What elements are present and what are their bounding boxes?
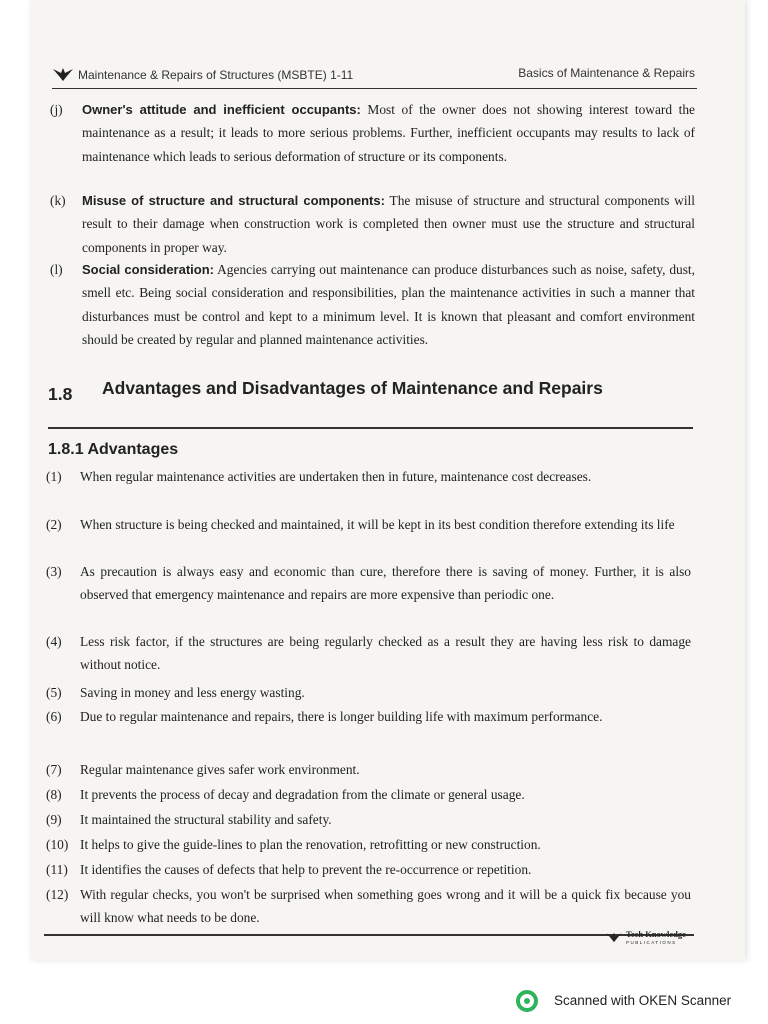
bird-logo-icon: [606, 930, 622, 944]
advantage-item: [46, 681, 691, 704]
item-number: (4): [46, 634, 62, 649]
running-header: [52, 60, 697, 89]
item-number: (7): [46, 762, 62, 777]
item-number: (6): [46, 709, 62, 724]
section-title: Advantages and Disadvantages of Maintenance and Repairs: [102, 378, 603, 398]
list-item-k: [50, 189, 695, 259]
item-text: As precaution is always easy and economic than cure, therefore there is saving of money. Further, it is also observed that emergency maintenance and repairs are more expensive than periodic one.: [80, 564, 691, 602]
bird-logo-icon: [52, 66, 74, 82]
item-number: (12): [46, 887, 69, 902]
item-number: (2): [46, 517, 62, 532]
item-text: It identifies the causes of defects that help to prevent the re-occurrence or repetition.: [80, 862, 532, 877]
item-text: When regular maintenance activities are undertaken then in future, maintenance cost decreases.: [80, 469, 592, 484]
item-heading: Misuse of structure and structural components:: [82, 193, 385, 208]
advantage-item: [46, 513, 691, 536]
advantage-item: [46, 808, 691, 831]
item-number: (k): [50, 193, 66, 208]
list-item-l: [50, 258, 695, 351]
item-text: It helps to give the guide-lines to plan the renovation, retrofitting or new construction.: [80, 837, 541, 852]
item-number: (l): [50, 262, 63, 277]
footer-divider: [44, 934, 694, 936]
advantage-item: [46, 783, 691, 806]
publisher-name: Tech Knowledge: [626, 929, 686, 939]
item-text: Regular maintenance gives safer work environment.: [80, 762, 360, 777]
item-number: (8): [46, 787, 62, 802]
advantage-item: [46, 858, 691, 881]
item-number: (3): [46, 564, 62, 579]
section-number: 1.8: [48, 384, 73, 404]
item-text: When structure is being checked and maintained, it will be kept in its best condition therefore extending its life: [80, 517, 675, 532]
item-number: (10): [46, 837, 69, 852]
item-text: Most of the owner does not showing interest toward the maintenance as a result; it leads to more serious problems. Further, inefficient occupants may results to lack of maintenance which leads to serious deformation of structure or its components.: [82, 102, 696, 164]
item-text: Due to regular maintenance and repairs, there is longer building life with maximum performance.: [80, 709, 603, 724]
item-text: Agencies carrying out maintenance can produce disturbances such as noise, safety, dust, smell etc. Being social consideration and responsibilities, plan the maintenance activities in such a manner that disturbances must be control and kept to a minimum level. It is known that pleasant and comfort environment should be created by regular and planned maintenance activities.: [82, 262, 695, 347]
header-chapter-title: Basics of Maintenance & Repairs: [518, 66, 695, 80]
list-item-j: [50, 98, 695, 168]
advantage-item: [46, 883, 691, 929]
item-number: (j): [50, 102, 63, 117]
item-number: (1): [46, 469, 62, 484]
advantage-item: [46, 833, 691, 856]
section-divider: [48, 427, 693, 429]
item-text: Less risk factor, if the structures are being regularly checked as a result they are having less risk to damage without notice.: [80, 634, 691, 672]
item-text: The misuse of structure and structural components will result to their damage when construction work is completed then owner must use the structure and structural components in proper way.: [82, 193, 695, 255]
item-text: It maintained the structural stability and safety.: [80, 812, 332, 827]
item-number: (11): [46, 862, 68, 877]
advantage-item: [46, 560, 691, 606]
item-text: It prevents the process of decay and degradation from the climate or general usage.: [80, 787, 525, 802]
scanner-label: Scanned with OKEN Scanner: [554, 993, 732, 1008]
item-heading: Owner's attitude and inefficient occupants:: [82, 102, 361, 117]
item-number: (9): [46, 812, 62, 827]
item-text: Saving in money and less energy wasting.: [80, 685, 305, 700]
item-heading: Social consideration:: [82, 262, 214, 277]
advantage-item: [46, 705, 691, 728]
advantage-item: [46, 465, 691, 488]
item-number: (5): [46, 685, 62, 700]
advantage-item: [46, 630, 691, 676]
item-text: With regular checks, you won't be surprised when something goes wrong and it will be a quick fix because you will know what needs to be done.: [80, 887, 691, 925]
publisher-subtitle: PUBLICATIONS: [626, 940, 677, 945]
publisher-mark: [606, 927, 696, 949]
header-book-title: Maintenance & Repairs of Structures (MSBTE) 1-11: [78, 68, 354, 82]
subsection-heading: 1.8.1 Advantages: [48, 441, 179, 458]
advantage-item: [46, 758, 691, 781]
oken-scanner-icon: [516, 990, 538, 1012]
